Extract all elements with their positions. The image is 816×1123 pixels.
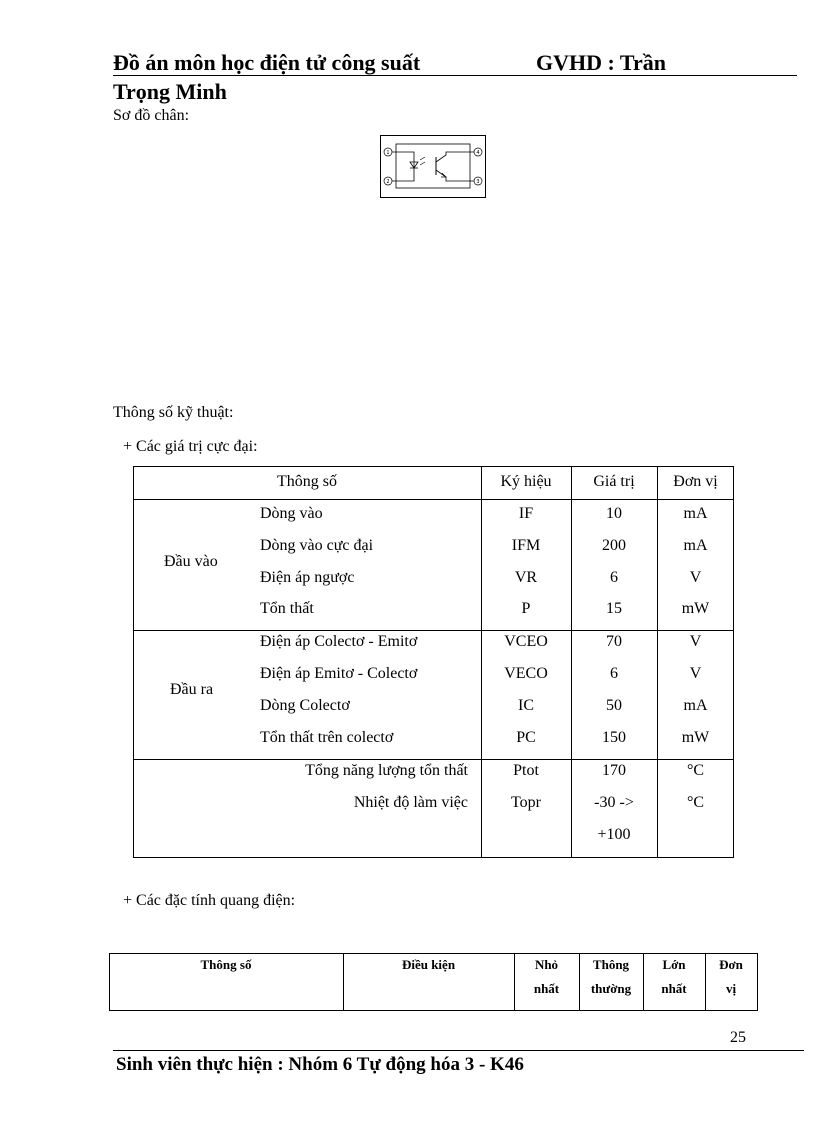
col-header-param: Thông số <box>277 473 337 490</box>
led-wiring <box>392 152 414 181</box>
table-row-value: +100 <box>597 826 631 843</box>
table-row-unit: mA <box>683 697 708 714</box>
table-row-value: 50 <box>606 697 622 714</box>
eo-col-header-unit-line2: vị <box>725 981 737 996</box>
pin-3-label: 3 <box>476 179 480 185</box>
col-header-unit: Đơn vị <box>673 473 718 490</box>
light-arrow-icon <box>420 157 425 160</box>
table-row-unit: °C <box>686 762 705 779</box>
eo-col-header-min: Nhỏ <box>534 957 559 972</box>
eo-col-header-max-line2: nhất <box>661 981 687 996</box>
col-header-symbol: Ký hiệu <box>500 473 552 490</box>
table-row-unit: mA <box>683 537 708 554</box>
table-row-symbol: Ptot <box>513 762 539 779</box>
group-input-label: Đầu vào <box>164 553 218 570</box>
pin-4-label: 4 <box>476 150 480 156</box>
table-row-param: Tổn thất trên colectơ <box>260 729 394 746</box>
table-row-symbol: VECO <box>504 665 548 682</box>
table-row-param: Điện áp Colectơ - Emitơ <box>260 633 418 650</box>
table-row-param: Dòng vào cực đại <box>260 537 374 554</box>
emitter-wiring <box>436 170 474 181</box>
col-header-value: Giá trị <box>593 473 635 490</box>
eo-col-header-min-line2: nhất <box>533 981 560 996</box>
table-row-symbol: VR <box>514 569 538 586</box>
table-row-symbol: VCEO <box>504 633 548 650</box>
group-output-label: Đầu ra <box>170 681 214 698</box>
max-values-heading: + Các giá trị cực đại: <box>123 438 258 455</box>
eo-col-header-unit: Đơn <box>719 957 743 972</box>
electro-optical-table <box>109 953 758 1011</box>
table-row-param: Dòng vào <box>260 505 323 522</box>
eo-col-header-typ-line2: thường <box>590 981 632 996</box>
table-row-param: Dòng Colectơ <box>260 697 350 714</box>
eo-col-header-typ: Thông <box>592 957 630 972</box>
eo-col-header-condition: Điều kiện <box>401 957 456 972</box>
table-row-value: 150 <box>602 729 626 746</box>
table-row-unit: mW <box>681 729 710 746</box>
table-row-param: Điện áp ngược <box>260 569 355 586</box>
pin-1-label: 1 <box>386 150 390 156</box>
pin-diagram-label: Sơ đồ chân: <box>113 107 190 124</box>
table-row-value: 15 <box>606 600 622 617</box>
table-row-symbol: P <box>521 600 531 617</box>
pin-2-label: 2 <box>386 179 390 185</box>
header-line2: Trọng Minh <box>113 79 227 104</box>
eo-col-header-max: Lớn <box>662 957 686 972</box>
page-number: 25 <box>730 1029 746 1046</box>
header-right: GVHD : Trần <box>536 50 666 75</box>
table-row-unit: V <box>689 665 702 682</box>
table-row-param: Tổng năng lượng tổn thất <box>305 762 468 779</box>
table-row-unit: mA <box>683 505 708 522</box>
table-row-symbol: IC <box>518 697 534 714</box>
collector-wiring <box>436 152 474 162</box>
table-row-symbol: Topr <box>511 794 541 811</box>
table-row-symbol: IFM <box>511 537 541 554</box>
table-row-value: 6 <box>610 665 618 682</box>
eo-col-header-param: Thông số <box>200 957 252 972</box>
specs-label: Thông số kỹ thuật: <box>113 404 234 421</box>
electro-optical-heading: + Các đặc tính quang điện: <box>123 892 296 909</box>
header-left: Đồ án môn học điện tử công suất <box>113 50 421 75</box>
footer-text: Sinh viên thực hiện : Nhóm 6 Tự động hóa 3 - K46 <box>116 1054 524 1075</box>
table-row-unit: V <box>689 633 702 650</box>
table-row-param: Nhiệt độ làm việc <box>353 794 468 811</box>
table-row-value: 10 <box>606 505 622 522</box>
table-row-unit: mW <box>681 600 710 617</box>
footer-rule <box>113 1050 804 1051</box>
table-row-symbol: PC <box>516 729 536 746</box>
table-row-unit: °C <box>686 794 705 811</box>
table-row-value: 200 <box>602 537 626 554</box>
table-row-param: Điện áp Emitơ - Colectơ <box>260 665 418 682</box>
max-values-table <box>133 466 734 858</box>
header-rule <box>113 75 797 76</box>
table-row-value: 70 <box>606 633 622 650</box>
table-row-value: -30 -> <box>594 794 634 811</box>
table-row-symbol: IF <box>518 505 534 522</box>
table-row-unit: V <box>689 569 702 586</box>
pin-diagram <box>380 135 486 198</box>
table-row-param: Tổn thất <box>260 600 314 617</box>
table-row-value: 6 <box>610 569 618 586</box>
table-row-value: 170 <box>602 762 626 779</box>
